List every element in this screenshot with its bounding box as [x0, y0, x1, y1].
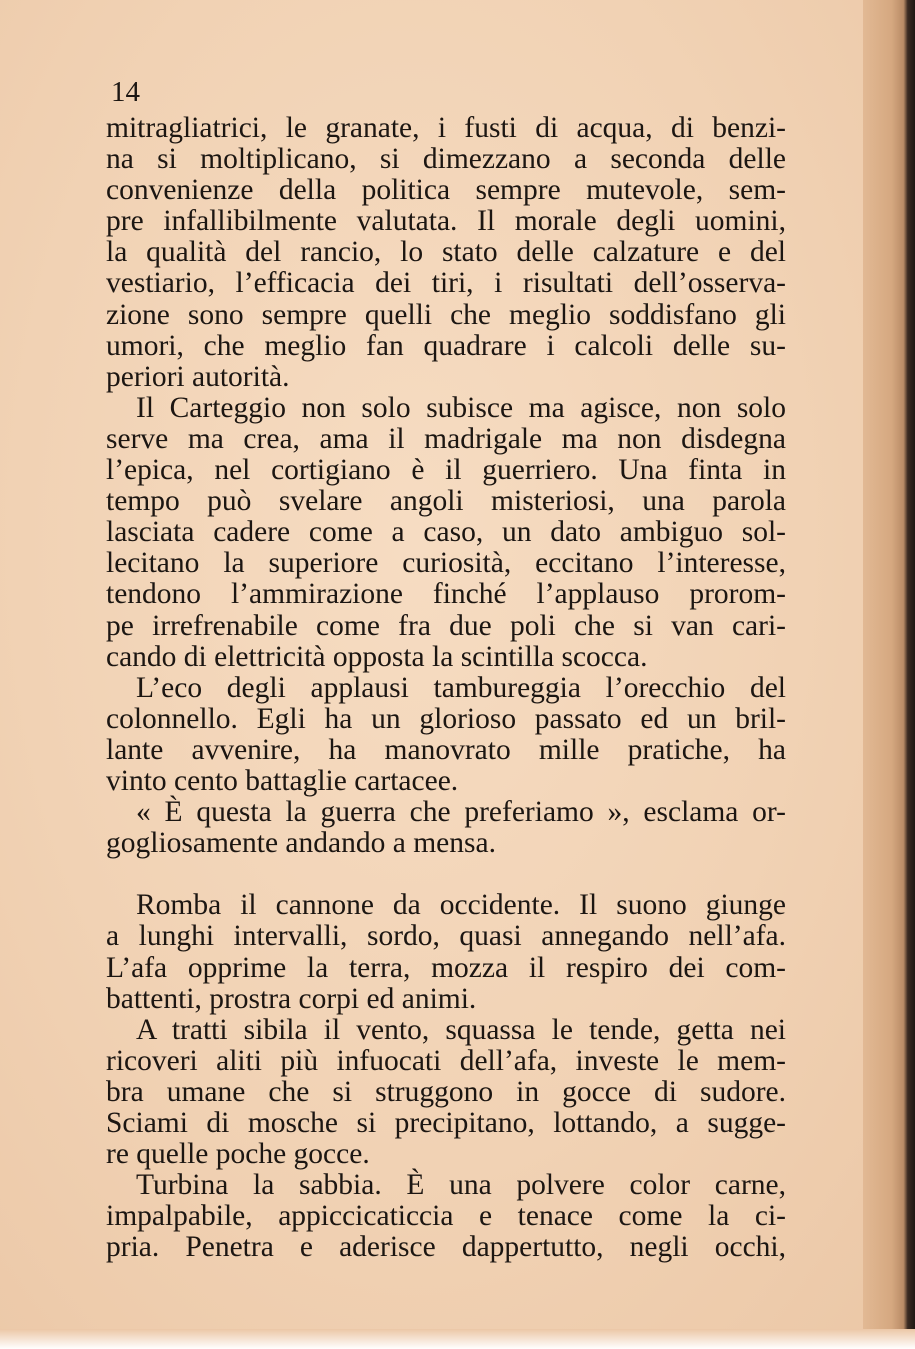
text-line: ricoveri aliti più infuocati dell’afa, investe le mem- — [106, 1044, 786, 1077]
text-line: L’afa opprime la terra, mozza il respiro dei com- — [106, 951, 786, 984]
text-line: battenti, prostra corpi ed animi. — [106, 982, 477, 1015]
page-number: 14 — [111, 76, 140, 108]
text-line: l’epica, nel cortigiano è il guerriero. Una finta in — [106, 454, 786, 487]
text-line: Romba il cannone da occidente. Il suono giunge — [136, 889, 786, 922]
text-line: A tratti sibila il vento, squassa le tende, getta nei — [136, 1013, 786, 1046]
text-line: pria. Penetra e aderisce dappertutto, negli occhi, — [106, 1231, 786, 1264]
text-line: « È questa la guerra che preferiamo », esclama or- — [136, 796, 786, 829]
text-line: a lunghi intervalli, sordo, quasi annegando nell’afa. — [106, 920, 786, 953]
text-line: tendono l’ammirazione finché l’applauso prorom- — [106, 578, 786, 611]
text-line: tempo può svelare angoli misteriosi, una parola — [106, 485, 786, 518]
text-line: zione sono sempre quelli che meglio soddisfano gli — [106, 298, 786, 331]
text-line: umori, che meglio fan quadrare i calcoli delle su- — [106, 329, 786, 362]
text-line: Il Carteggio non solo subisce ma agisce, non solo — [136, 391, 786, 424]
text-line: Turbina la sabbia. È una polvere color carne, — [136, 1169, 786, 1202]
text-line: vinto cento battaglie cartacee. — [106, 764, 459, 797]
text-line: convenienze della politica sempre mutevole, sem- — [106, 174, 786, 207]
paragraph-4 — [106, 797, 786, 859]
paragraph-6 — [106, 1015, 786, 1170]
text-line: na si moltiplicano, si dimezzano a seconda delle — [106, 143, 786, 176]
text-line: lasciata cadere come a caso, un dato ambiguo sol- — [106, 516, 786, 549]
text-line: vestiario, l’efficacia dei tiri, i risultati dell’osserva- — [106, 267, 786, 300]
text-line: impalpabile, appiccicaticcia e tenace come la ci- — [106, 1200, 786, 1233]
text-line: colonnello. Egli ha un glorioso passato ed un bril- — [106, 702, 786, 735]
text-line: L’eco degli applausi tambureggia l’orecchio del — [136, 671, 786, 704]
text-line: Sciami di mosche si precipitano, lottando, a sugge- — [106, 1107, 786, 1139]
paragraph-7 — [106, 1170, 786, 1263]
body-text — [106, 113, 786, 1263]
text-line: bra umane che si struggono in gocce di sudore. — [106, 1075, 786, 1108]
text-line: gogliosamente andando a mensa. — [106, 827, 496, 860]
text-line: lante avvenire, ha manovrato mille pratiche, ha — [106, 733, 786, 766]
paragraph-3 — [106, 673, 786, 797]
text-line: mitragliatrici, le granate, i fusti di acqua, di benzi- — [106, 112, 786, 144]
page-bottom-edge — [0, 1329, 915, 1349]
text-line: cando di elettricità opposta la scintilla scocca. — [106, 640, 648, 673]
paragraph-2 — [106, 393, 786, 673]
text-line: pe irrefrenabile come fra due poli che si van cari- — [106, 609, 786, 642]
text-line: serve ma crea, ama il madrigale ma non disdegna — [106, 422, 786, 455]
text-line: lecitano la superiore curiosità, eccitano l’interesse, — [106, 547, 786, 580]
text-line: la qualità del rancio, lo stato delle calzature e del — [106, 236, 786, 269]
text-line: periori autorità. — [106, 360, 290, 393]
section-break — [106, 859, 786, 890]
paragraph-1 — [106, 113, 786, 393]
text-line: pre infallibilmente valutata. Il morale degli uomini, — [106, 205, 786, 238]
text-line: re quelle poche gocce. — [106, 1138, 370, 1171]
paragraph-5 — [106, 890, 786, 1014]
book-spine-shadow — [863, 0, 915, 1330]
